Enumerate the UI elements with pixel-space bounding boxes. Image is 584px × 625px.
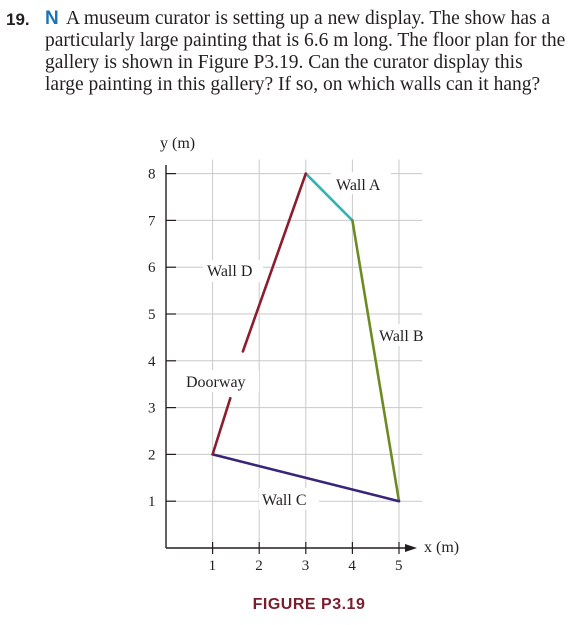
y-tick-label-3: 3 <box>148 400 156 417</box>
y-tick-label-5: 5 <box>148 307 156 323</box>
x-axis-label: x (m) <box>424 539 460 556</box>
wall-d-lower-segment <box>213 398 231 454</box>
wall-d-label: Wall D <box>207 263 253 280</box>
problem-number: 19. <box>6 10 30 29</box>
problem-marker: N <box>45 8 59 29</box>
x-tick-label-3: 3 <box>301 558 310 574</box>
doorway-label: Doorway <box>186 374 246 391</box>
problem-line-3: gallery is shown in Figure P3.19. Can the curator display this <box>45 52 523 73</box>
x-tick-label-4: 4 <box>348 558 356 574</box>
wall-b-label: Wall B <box>379 328 424 345</box>
y-tick-label-8: 8 <box>148 166 156 183</box>
problem-line-4: large painting in this gallery? If so, on which walls can it hang? <box>45 74 541 95</box>
wall-c-label: Wall C <box>262 492 307 509</box>
x-axis-arrow <box>405 544 417 552</box>
problem-line-2: particularly large painting that is 6.6 m long. The floor plan for the <box>45 30 566 51</box>
x-tick-label-2: 2 <box>255 558 263 574</box>
wall-a-label: Wall A <box>336 177 381 194</box>
y-tick-label-4: 4 <box>148 353 156 370</box>
x-tick-label-1: 1 <box>208 558 217 574</box>
y-tick-label-1: 1 <box>148 494 156 511</box>
y-tick-label-6: 6 <box>148 260 156 277</box>
x-tick-label-5: 5 <box>395 558 403 574</box>
figure-caption-text: FIGURE P3.19 <box>252 596 366 613</box>
y-tick-label-7: 7 <box>148 213 156 230</box>
y-axis-label: y (m) <box>160 135 196 152</box>
figure-caption <box>0 596 584 614</box>
problem-line-1: A museum curator is setting up a new display. The show has a <box>66 8 551 29</box>
y-tick-label-2: 2 <box>148 447 156 464</box>
